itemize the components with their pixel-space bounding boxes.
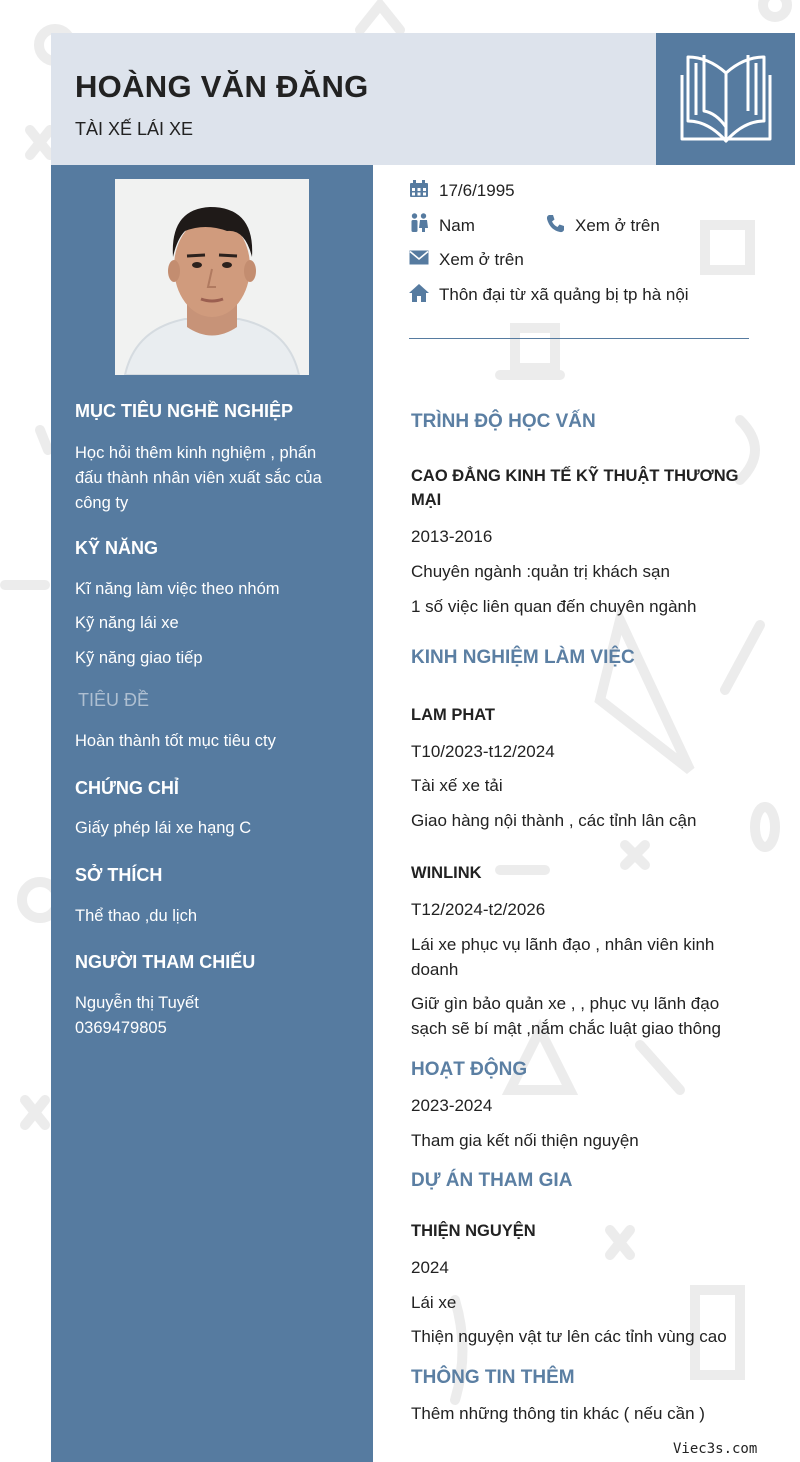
certificate-item: Giấy phép lái xe hạng C (75, 819, 252, 837)
hobbies-heading: SỞ THÍCH (75, 865, 163, 885)
project-name: THIỆN NGUYỆN (411, 1222, 536, 1240)
phone-icon (546, 214, 565, 233)
skill-item: Kỹ năng giao tiếp (75, 649, 203, 667)
site-watermark: Viec3s.com (673, 1441, 758, 1457)
email: Xem ở trên (439, 250, 524, 269)
activities-years: 2023-2024 (411, 1096, 493, 1115)
objective-heading: MỤC TIÊU NGHỀ NGHIỆP (75, 401, 294, 421)
experience-heading: KINH NGHIỆM LÀM VIỆC (411, 647, 635, 668)
placeholder-heading: TIÊU ĐỀ (78, 690, 150, 710)
education-heading: TRÌNH ĐỘ HỌC VẤN (411, 411, 596, 432)
open-book-icon (678, 51, 774, 145)
gender-icon (410, 213, 428, 233)
candidate-name: HOÀNG VĂN ĐĂNG (75, 69, 369, 104)
project-role: Lái xe (411, 1293, 457, 1312)
gender: Nam (439, 216, 475, 235)
reference-name: Nguyễn thị Tuyết (75, 994, 199, 1012)
education-note: 1 số việc liên quan đến chuyên ngành (411, 597, 697, 616)
more-info-text: Thêm những thông tin khác ( nếu cần ) (411, 1404, 705, 1423)
school-name: CAO ĐẲNG KINH TẾ KỸ THUẬT THƯƠNG MẠI (411, 467, 739, 509)
projects-heading: DỰ ÁN THAM GIA (411, 1170, 573, 1191)
contact-divider (409, 338, 749, 339)
skill-item: Kỹ năng lái xe (75, 614, 179, 632)
phone: Xem ở trên (575, 216, 660, 235)
hobbies-text: Thể thao ,du lịch (75, 907, 197, 925)
activities-text: Tham gia kết nối thiện nguyện (411, 1131, 639, 1150)
references-heading: NGƯỜI THAM CHIẾU (75, 952, 256, 972)
job-description: Giữ gìn bảo quản xe , , phục vụ lãnh đạo sạch sẽ bí mật ,nắm chắc luật giao thông (411, 994, 721, 1038)
skill-item: Kĩ năng làm việc theo nhóm (75, 580, 280, 598)
resume-header (51, 33, 656, 165)
education-major: Chuyên ngành :quản trị khách sạn (411, 562, 670, 581)
certificates-heading: CHỨNG CHỈ (75, 778, 179, 798)
profile-photo (115, 179, 309, 375)
left-sidebar (51, 165, 373, 1462)
job-description: Giao hàng nội thành , các tỉnh lân cận (411, 811, 697, 830)
header-icon-box (656, 33, 795, 165)
more-info-heading: THÔNG TIN THÊM (411, 1367, 575, 1388)
job-position: Lái xe phục vụ lãnh đạo , nhân viên kinh doanh (411, 935, 715, 979)
project-description: Thiện nguyện vật tư lên các tỉnh vùng cao (411, 1327, 727, 1346)
job-company: LAM PHAT (411, 706, 496, 724)
calendar-icon (409, 180, 429, 198)
job-period: T10/2023-t12/2024 (411, 742, 555, 761)
candidate-role: TÀI XẾ LÁI XE (75, 119, 194, 139)
placeholder-text: Hoàn thành tốt mục tiêu cty (75, 732, 276, 750)
job-position: Tài xế xe tải (411, 776, 503, 795)
project-year: 2024 (411, 1258, 449, 1277)
job-period: T12/2024-t2/2026 (411, 900, 546, 919)
job-company: WINLINK (411, 864, 482, 882)
skills-heading: KỸ NĂNG (75, 538, 159, 558)
birthdate: 17/6/1995 (439, 181, 515, 200)
address: Thôn đại từ xã quảng bị tp hà nội (439, 285, 689, 304)
objective-text: Học hỏi thêm kinh nghiệm , phấn đấu thành nhân viên xuất sắc của công ty (75, 444, 322, 512)
home-icon (409, 284, 429, 302)
envelope-icon (409, 250, 429, 265)
education-years: 2013-2016 (411, 527, 493, 546)
activities-heading: HOẠT ĐỘNG (411, 1059, 528, 1080)
reference-phone: 0369479805 (75, 1019, 167, 1037)
